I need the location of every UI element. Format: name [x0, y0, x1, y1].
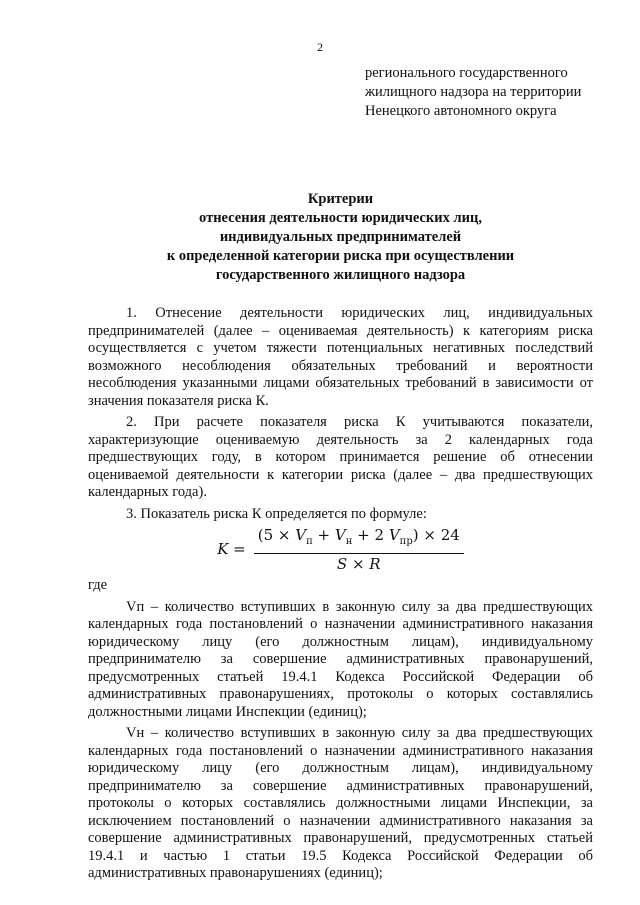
formula-denominator: S × R — [336, 554, 381, 573]
title-line: государственного жилищного надзора — [215, 267, 466, 283]
paragraph-2: 2. При расчете показателя риска К учитываются показатели, характеризующие оцениваемую деятельность за 2 календарных года предшествующих году, в котором принимается решение об отнесении оцениваемой деятельности к категории риска (далее – два предшествующих календарных года). — [88, 414, 593, 500]
addressee-line: жилищного надзора на территории — [365, 84, 582, 100]
formula-lhs: K = — [217, 540, 246, 559]
formula-fraction — [254, 527, 464, 573]
document-body — [88, 305, 593, 887]
formula-numerator: ($5 \times V_п + V_н + 2$ $V_{пр}) \times 24$ — [254, 527, 464, 554]
page-number: 2 — [317, 40, 323, 54]
title-line: отнесения деятельности юридических лиц, — [199, 210, 482, 226]
paragraph-1: 1. Отнесение деятельности юридических лиц, индивидуальных предпринимателей (далее – оцениваемая деятельность) к категориям риска осуществляется с учетом тяжести потенциальных негативных последствий возможного несоблюдения обязательных требований и вероятности несоблюдения указанными лицами обязательных требований в зависимости от значения показателя риска К. — [88, 305, 593, 409]
addressee-line: регионального государственного — [365, 65, 568, 81]
paragraph-3: 3. Показатель риска К определяется по формуле: — [126, 505, 427, 522]
title-line: Критерии — [307, 191, 374, 207]
document-title — [88, 190, 593, 285]
definition-vn: Vн – количество вступивших в законную силу за два предшествующих календарных года постановлений о назначении административного наказания юридическому лицу (его должностным лицам), индивидуальному предпринимателю за совершение административных правонарушений, протоколы о которых составлялись должностными лицами Инспекции, за исключением постановлений о назначении административного наказания за совершение административных правонарушений, предусмотренных статьей 19.4.1 и частью 1 статьи 19.5 Кодекса Российской Федерации об административных правонарушениях (единиц); — [88, 725, 593, 881]
addressee-line: Ненецкого автономного округа — [365, 103, 557, 119]
title-line: индивидуальных предпринимателей — [219, 229, 462, 245]
definition-vp: Vп – количество вступивших в законную силу за два предшествующих календарных года постановлений о назначении административного наказания юридическому лицу (его должностным лицам), индивидуальному предпринимателю за совершение административных правонарушений, предусмотренных статьей 19.4.1 Кодекса Российской Федерации об административных правонарушениях, протоколы о которых составлялись должностными лицами Инспекции (единиц); — [88, 598, 593, 720]
where-label: где — [88, 577, 108, 593]
risk-formula — [88, 527, 593, 573]
addressee-block — [365, 64, 615, 121]
title-line: к определенной категории риска при осуществлении — [166, 248, 515, 264]
